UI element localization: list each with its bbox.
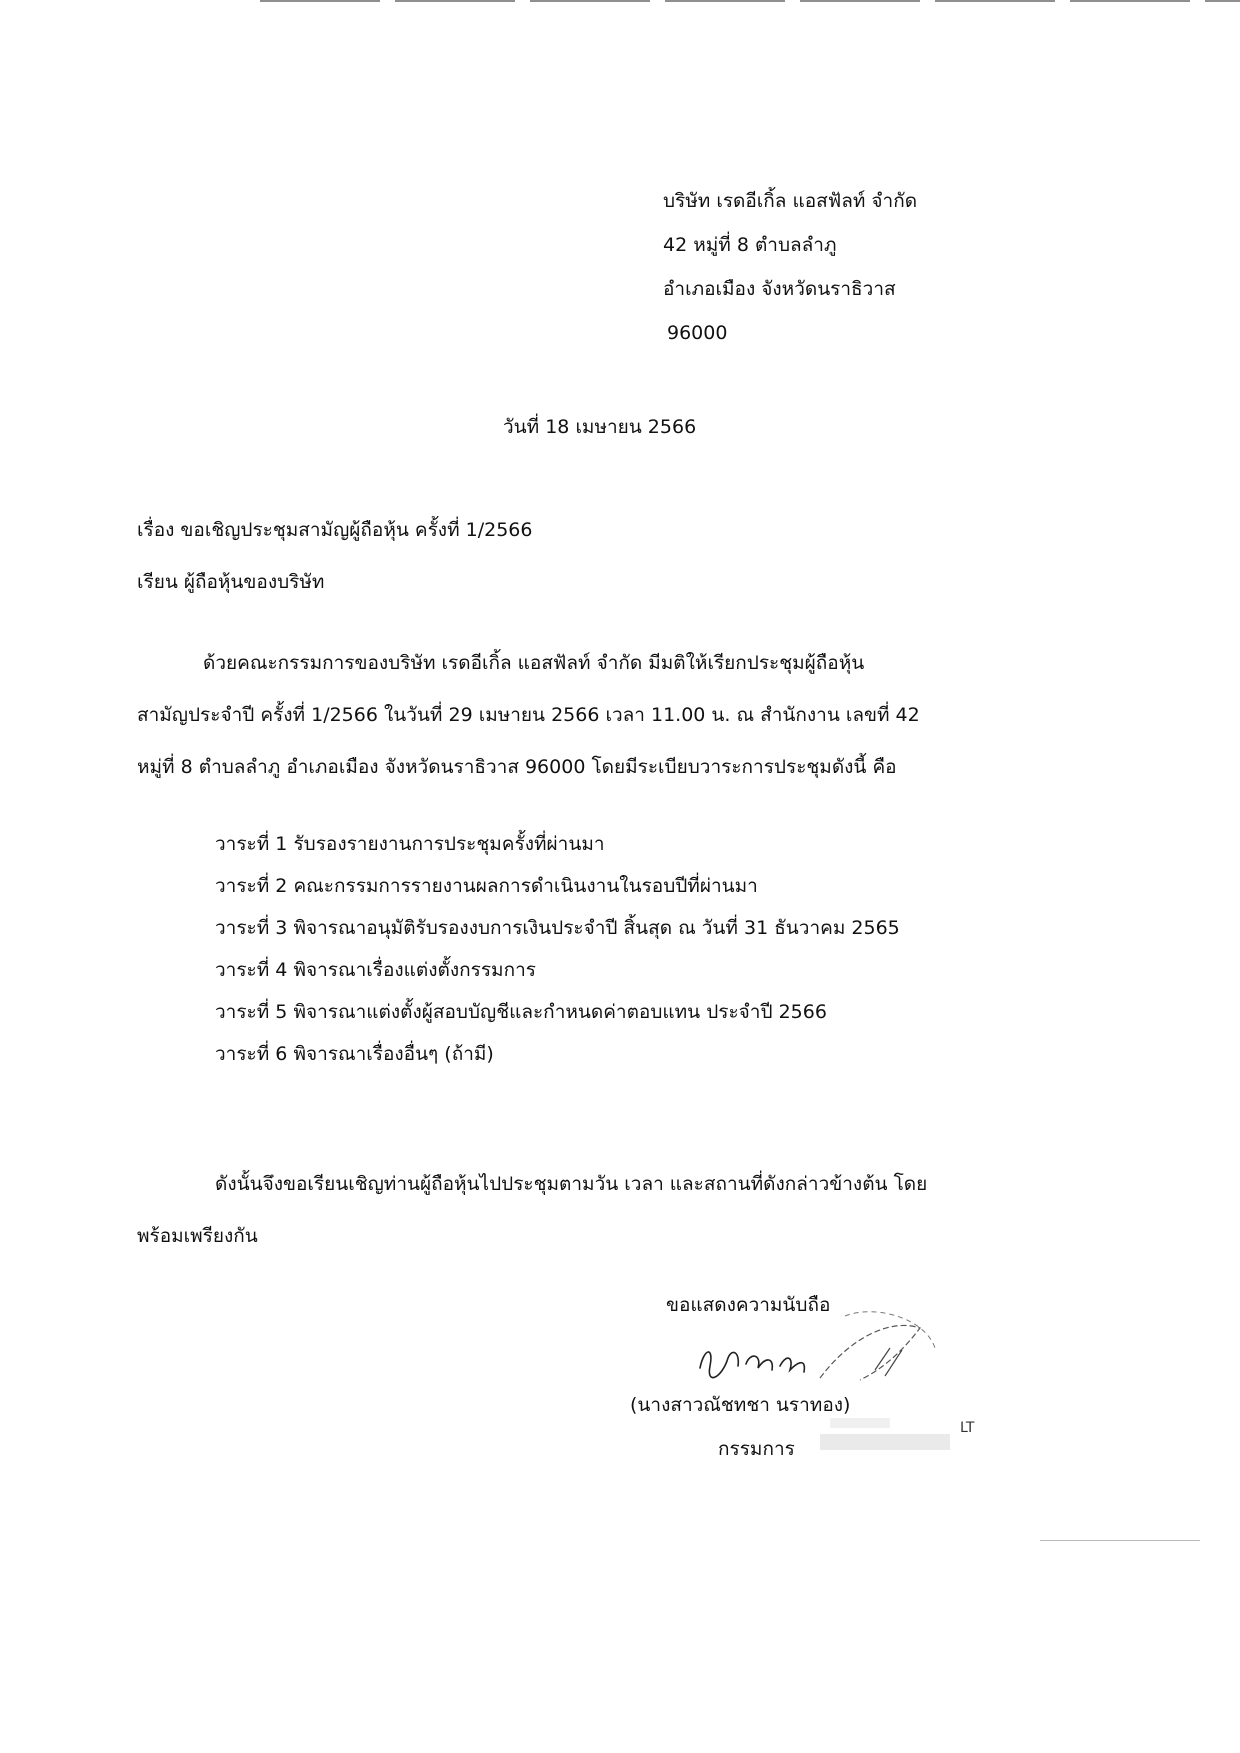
address-line-2: อำเภอเมือง จังหวัดนราธิวาส: [663, 278, 896, 300]
closing-paragraph: [137, 1158, 1017, 1262]
signer-name: (นางสาวณัชทชา นราทอง): [630, 1394, 851, 1416]
svg-text:LT: LT: [960, 1420, 975, 1436]
company-stamp-icon: [810, 1400, 990, 1470]
body-line-3: หมู่ที่ 8 ตำบลลำภู อำเภอเมือง จังหวัดนราธิวาส 96000 โดยมีระเบียบวาระการประชุมดังนี้ คือ: [137, 756, 897, 778]
letter-date: วันที่ 18 เมษายน 2566: [503, 416, 697, 438]
regards-text: ขอแสดงความนับถือ: [666, 1294, 831, 1316]
address-line-1: 42 หมู่ที่ 8 ตำบลลำภู: [663, 234, 837, 256]
company-address: [663, 179, 917, 355]
body-paragraph: [137, 637, 1017, 793]
body-line-1: ด้วยคณะกรรมการของบริษัท เรดอีเกิ้ล แอสฟัลท์ จำกัด มีมติให้เรียกประชุมผู้ถือหุ้น: [203, 652, 865, 674]
scan-edge-artifact: [260, 0, 1240, 2]
scan-edge-artifact-bottom: [1040, 1540, 1200, 1541]
agenda-item-1: วาระที่ 1 รับรองรายงานการประชุมครั้งที่ผ่านมา: [215, 833, 605, 855]
address-postcode: 96000: [667, 322, 728, 344]
agenda-item-3: วาระที่ 3 พิจารณาอนุมัติรับรองงบการเงินประจำปี สิ้นสุด ณ วันที่ 31 ธันวาคม 2565: [215, 917, 900, 939]
agenda-item-6: วาระที่ 6 พิจารณาเรื่องอื่นๆ (ถ้ามี): [215, 1043, 494, 1065]
signature-block: [630, 1290, 1030, 1590]
subject-block: [137, 504, 532, 608]
agenda-item-2: วาระที่ 2 คณะกรรมการรายงานผลการดำเนินงานในรอบปีที่ผ่านมา: [215, 875, 758, 897]
signer-role: กรรมการ: [718, 1438, 795, 1460]
body-line-2: สามัญประจำปี ครั้งที่ 1/2566 ในวันที่ 29 เมษายน 2566 เวลา 11.00 น. ณ สำนักงาน เลขที่ 42: [137, 704, 920, 726]
closing-line-2: พร้อมเพรียงกัน: [137, 1225, 258, 1247]
agenda-list: [215, 823, 900, 1075]
agenda-item-5: วาระที่ 5 พิจารณาแต่งตั้งผู้สอบบัญชีและกำหนดค่าตอบแทน ประจำปี 2566: [215, 1001, 827, 1023]
letter-recipient: เรียน ผู้ถือหุ้นของบริษัท: [137, 571, 325, 593]
closing-line-1: ดังนั้นจึงขอเรียนเชิญท่านผู้ถือหุ้นไปประชุมตามวัน เวลา และสถานที่ดังกล่าวข้างต้น โดย: [215, 1173, 928, 1195]
company-name: บริษัท เรดอีเกิ้ล แอสฟัลท์ จำกัด: [663, 190, 918, 212]
letter-subject: เรื่อง ขอเชิญประชุมสามัญผู้ถือหุ้น ครั้งที่ 1/2566: [137, 519, 533, 541]
handwritten-signature-icon: [670, 1308, 970, 1398]
agenda-item-4: วาระที่ 4 พิจารณาเรื่องแต่งตั้งกรรมการ: [215, 959, 536, 981]
